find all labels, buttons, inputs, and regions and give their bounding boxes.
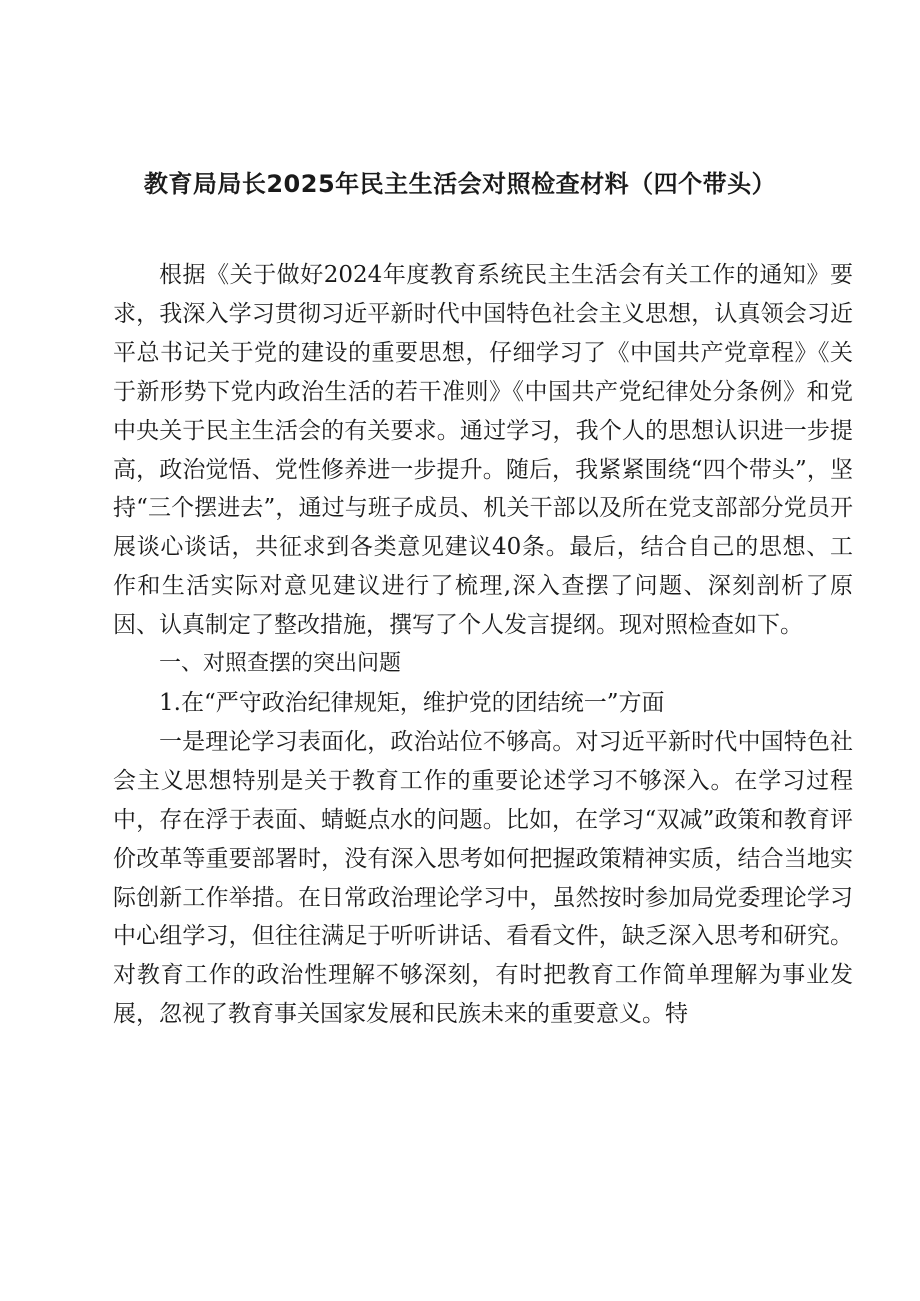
intro-paragraph: 根据《关于做好2024年度教育系统民主生活会有关工作的通知》要求，我深入学习贯彻习近平新时代中国特色社会主义思想，认真领会习近平总书记关于党的建设的重要思想，仔细学习了《中国共产党章程》《关于新形势下党内政治生活的若干准则》《中国共产党纪律处分条例》和党中央关于民主生活会的有关要求。通过学习，我个人的思想认识进一步提高，政治觉悟、党性修养进一步提升。随后，我紧紧围绕“四个带头”，坚持“三个摆进去”，通过与班子成员、机关干部以及所在党支部部分党员开展谈心谈话，共征求到各类意见建议40条。最后，结合自己的思想、工作和生活实际对意见建议进行了梳理,深入查摆了问题、深刻剖析了原因、认真制定了整改措施，撰写了个人发言提纲。现对照检查如下。 [113, 262, 853, 639]
point-paragraph: 一是理论学习表面化，政治站位不够高。对习近平新时代中国特色社会主义思想特别是关于教育工作的重要论述学习不够深入。在学习过程中，存在浮于表面、蜻蜓点水的问题。比如，在学习“双减”政策和教育评价改革等重要部署时，没有深入思考如何把握政策精神实质，结合当地实际创新工作举措。在日常政治理论学习中，虽然按时参加局党委理论学习中心组学习，但往往满足于听听讲话、看看文件，缺乏深入思考和研究。对教育工作的政治性理解不够深刻，有时把教育工作简单理解为事业发展，忽视了教育事关国家发展和民族未来的重要意义。特 [113, 728, 853, 1028]
document-body [113, 256, 853, 1034]
document-title: 教育局局长2025年民主生活会对照检查材料（四个带头） [143, 170, 777, 198]
section-heading: 一、对照查摆的突出问题 [159, 651, 402, 677]
subsection-heading: 1.在“严守政治纪律规矩，维护党的团结统一”方面 [159, 689, 665, 716]
